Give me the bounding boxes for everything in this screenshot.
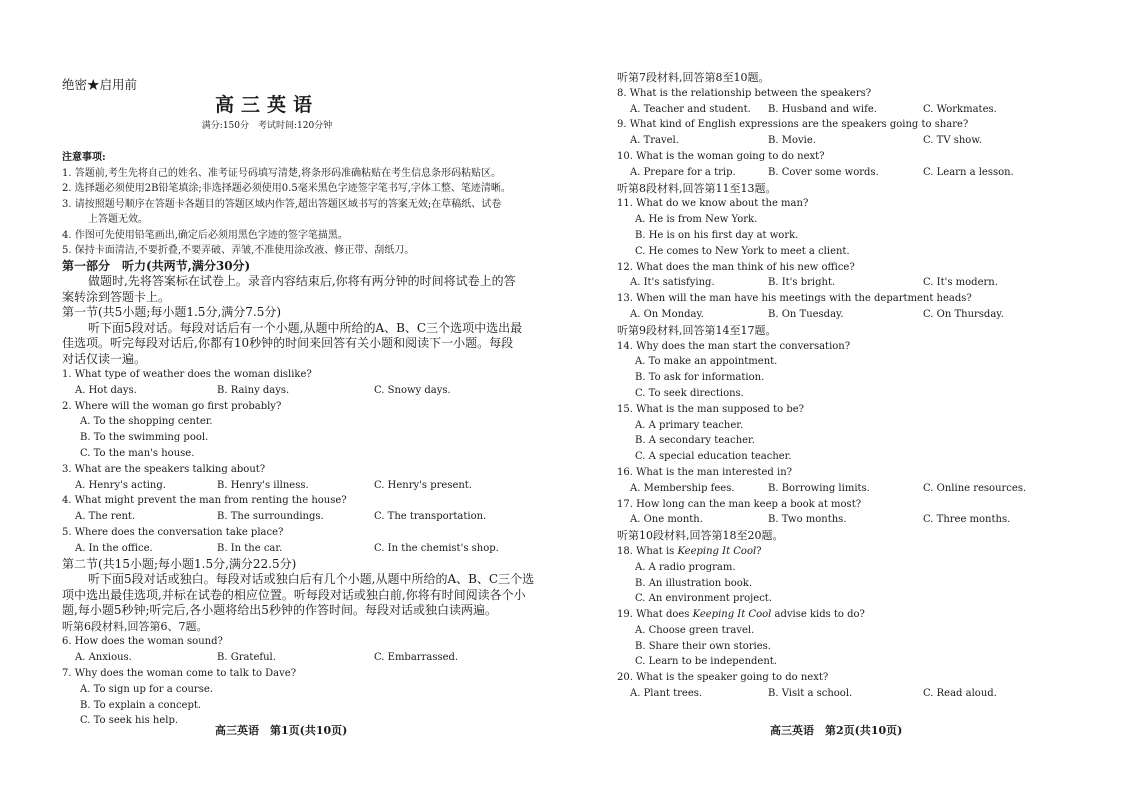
section2-heading: 第二节(共15小题;每小题1.5分,满分22.5分) [62, 556, 297, 571]
option-b: B. Visit a school. [768, 688, 853, 700]
listen-label: 听第7段材料,回答第8至10题。 [617, 71, 770, 84]
question-14: 14. Why does the man start the conversation? [617, 340, 851, 352]
option-b: B. Henry's illness. [217, 479, 309, 491]
option-a: A. A primary teacher. [635, 419, 744, 431]
option-b: B. Share their own stories. [635, 640, 771, 652]
option-a: A. It's satisfying. [630, 277, 715, 289]
notice-item: 1. 答题前,考生先将自己的姓名、准考证号码填写清楚,将条形码准确粘贴在考生信息条形码粘贴区。 [62, 167, 502, 179]
option-a: A. The rent. [75, 511, 136, 523]
part1-intro: 做题时,先将答案标在试卷上。录音内容结束后,你将有两分钟的时间将试卷上的答 [88, 274, 516, 288]
notice-item: 3. 请按照题号顺序在答题卡各题目的答题区域内作答,超出答题区域书写的答案无效;在草稿纸、试卷 [62, 198, 502, 210]
question-16: 16. What is the man interested in? [617, 466, 793, 478]
options-12 [617, 275, 1047, 291]
option-b: B. It's bright. [768, 277, 836, 289]
option-c: C. Snowy days. [374, 384, 451, 396]
option-c: C. Henry's present. [374, 479, 473, 491]
option-c: C. Read aloud. [923, 688, 997, 700]
options-10 [617, 165, 1047, 181]
option-a: A. He is from New York. [635, 214, 758, 226]
question-8: 8. What is the relationship between the speakers? [617, 87, 872, 99]
options-17 [617, 512, 1047, 528]
option-b: B. To ask for information. [635, 372, 765, 384]
question-6: 6. How does the woman sound? [62, 636, 223, 648]
option-a: A. Hot days. [75, 384, 137, 396]
question-3: 3. What are the speakers talking about? [62, 463, 266, 475]
option-b: B. Two months. [768, 514, 847, 526]
notice-item: 5. 保持卡面清洁,不要折叠,不要弄破、弄皱,不准使用涂改液、修正带、刮纸刀。 [62, 245, 415, 256]
option-a: A. Anxious. [75, 652, 132, 664]
notices-heading: 注意事项: [62, 152, 106, 163]
option-b: B. Movie. [768, 135, 816, 147]
notice-item: 2. 选择题必须使用2B铅笔填涂;非选择题必须使用0.5毫米黑色字迹签字笔书写,字体工整、笔迹清晰。 [62, 183, 511, 194]
options-6 [62, 650, 532, 666]
option-c: C. It's modern. [923, 277, 998, 289]
option-a: A. Henry's acting. [75, 479, 166, 491]
question-text: 19. What does [617, 609, 693, 621]
page-footer-left: 高三英语 第1页(共10页) [215, 724, 348, 737]
question-11: 11. What do we know about the man? [617, 198, 809, 210]
section1-heading: 第一节(共5小题;每小题1.5分,满分7.5分) [62, 305, 282, 319]
options-4 [62, 509, 532, 525]
option-a: A. Travel. [630, 135, 679, 147]
option-c: C. On Thursday. [923, 308, 1004, 320]
confidential-mark: 绝密★启用前 [62, 77, 138, 92]
section1-intro: 听下面5段对话。每段对话后有一个小题,从题中所给的A、B、C三个选项中选出最 [88, 320, 523, 335]
question-20: 20. What is the speaker going to do next? [617, 672, 829, 684]
section2-intro: 题,每小题5秒钟;听完后,各小题将给出5秒钟的作答时间。每段对话或独白读两遍。 [62, 603, 497, 618]
part1-intro: 案转涂到答题卡上。 [62, 289, 171, 304]
option-b: B. He is on his first day at work. [635, 229, 799, 241]
option-a: A. Plant trees. [630, 688, 703, 700]
option-b: B. A secondary teacher. [635, 435, 755, 447]
section2-intro: 听下面5段对话或独白。每段对话或独白后有几个小题,从题中所给的A、B、C三个选 [88, 572, 535, 587]
options-16 [617, 481, 1047, 497]
notice-item: 4. 作图可先使用铅笔画出,确定后必须用黑色字迹的签字笔描黑。 [62, 229, 348, 241]
option-b: B. On Tuesday. [768, 308, 844, 320]
question-15: 15. What is the man supposed to be? [617, 403, 805, 415]
option-b: B. An illustration book. [635, 577, 753, 589]
option-c: C. To the man's house. [80, 447, 195, 459]
option-c: C. Learn a lesson. [923, 166, 1014, 178]
options-1 [62, 383, 532, 399]
options-9 [617, 133, 1047, 149]
title-italic: Keeping It Cool [692, 609, 772, 621]
option-b: B. The surroundings. [217, 511, 324, 523]
option-c: C. To seek directions. [635, 387, 744, 399]
listen-label: 听第8段材料,回答第11至13题。 [617, 181, 777, 195]
question-text: ? [756, 545, 762, 557]
options-3 [62, 478, 532, 494]
option-b: B. Rainy days. [217, 384, 290, 396]
question-5: 5. Where does the conversation take place? [62, 526, 284, 538]
options-5 [62, 541, 532, 557]
left-content [62, 150, 535, 729]
question-17: 17. How long can the man keep a book at most? [617, 498, 862, 510]
title-italic: Keeping It Cool [677, 545, 757, 557]
option-b: B. To explain a concept. [80, 699, 202, 711]
question-text: 18. What is [617, 545, 678, 557]
option-b: B. Grateful. [217, 652, 276, 664]
option-a: A. Membership fees. [630, 482, 735, 494]
option-b: B. Husband and wife. [768, 103, 877, 115]
option-c: C. TV show. [923, 135, 982, 147]
section1-intro: 佳选项。听完每段对话后,你都有10秒钟的时间来回答有关小题和阅读下一小题。每段 [62, 336, 514, 350]
options-13 [617, 307, 1047, 323]
question-18 [617, 544, 1047, 560]
option-c: C. Online resources. [923, 482, 1027, 494]
question-7: 7. Why does the woman come to talk to Dave? [62, 667, 297, 679]
option-a: A. Choose green travel. [635, 624, 755, 636]
question-12: 12. What does the man think of his new office? [617, 261, 855, 273]
option-c: C. Embarrassed. [374, 652, 459, 664]
question-19 [617, 607, 1047, 623]
option-a: A. A radio program. [635, 561, 736, 573]
question-text: advise kids to do? [771, 609, 865, 621]
option-b: B. In the car. [217, 542, 283, 554]
question-4: 4. What might prevent the man from renting the house? [62, 495, 347, 507]
section2-intro: 项中选出最佳选项,并标在试卷的相应位置。听每段对话或独白前,你将有时间阅读各个小 [62, 587, 526, 602]
option-c: C. He comes to New York to meet a client. [635, 245, 850, 257]
question-1: 1. What type of weather does the woman dislike? [62, 369, 312, 380]
options-8 [617, 102, 1047, 118]
right-page [617, 70, 1047, 790]
option-c: C. Three months. [923, 514, 1011, 526]
option-c: C. To seek his help. [80, 715, 179, 727]
option-c: C. A special education teacher. [635, 451, 792, 463]
option-a: A. In the office. [75, 542, 153, 554]
option-a: A. On Monday. [630, 308, 704, 320]
option-a: A. To sign up for a course. [80, 683, 213, 695]
page-footer-right: 高三英语 第2页(共10页) [770, 724, 903, 737]
option-b: B. Cover some words. [768, 166, 879, 178]
question-9: 9. What kind of English expressions are the speakers going to share? [617, 119, 969, 131]
option-b: B. Borrowing limits. [768, 482, 870, 494]
option-a: A. Teacher and student. [630, 103, 751, 115]
left-page [62, 70, 535, 790]
option-a: A. To the shopping center. [80, 416, 213, 428]
question-13: 13. When will the man have his meetings with the department heads? [617, 293, 972, 305]
section1-intro: 对话仅读一遍。 [62, 351, 147, 366]
listen-label: 听第9段材料,回答第14至17题。 [617, 323, 777, 337]
part1-heading: 第一部分 听力(共两节,满分30分) [62, 258, 251, 273]
option-c: C. Learn to be independent. [635, 656, 777, 668]
option-c: C. An environment project. [635, 593, 772, 605]
option-c: C. In the chemist's shop. [374, 542, 499, 554]
listen-label: 听第10段材料,回答第18至20题。 [617, 529, 784, 543]
option-a: A. To make an appointment. [635, 356, 778, 368]
question-10: 10. What is the woman going to do next? [617, 150, 825, 162]
options-20 [617, 686, 1047, 702]
notice-item: 上答题无效。 [88, 214, 148, 225]
exam-meta: 满分:150分 考试时间:120分钟 [201, 121, 333, 131]
exam-title: 高三英语 [214, 94, 319, 116]
option-a: A. One month. [630, 514, 703, 526]
option-c: C. Workmates. [923, 103, 997, 115]
question-2: 2. Where will the woman go first probably? [62, 400, 282, 412]
listen-label: 听第6段材料,回答第6、7题。 [62, 619, 208, 633]
option-c: C. The transportation. [374, 511, 487, 523]
option-a: A. Prepare for a trip. [630, 166, 736, 178]
option-b: B. To the swimming pool. [80, 432, 209, 444]
